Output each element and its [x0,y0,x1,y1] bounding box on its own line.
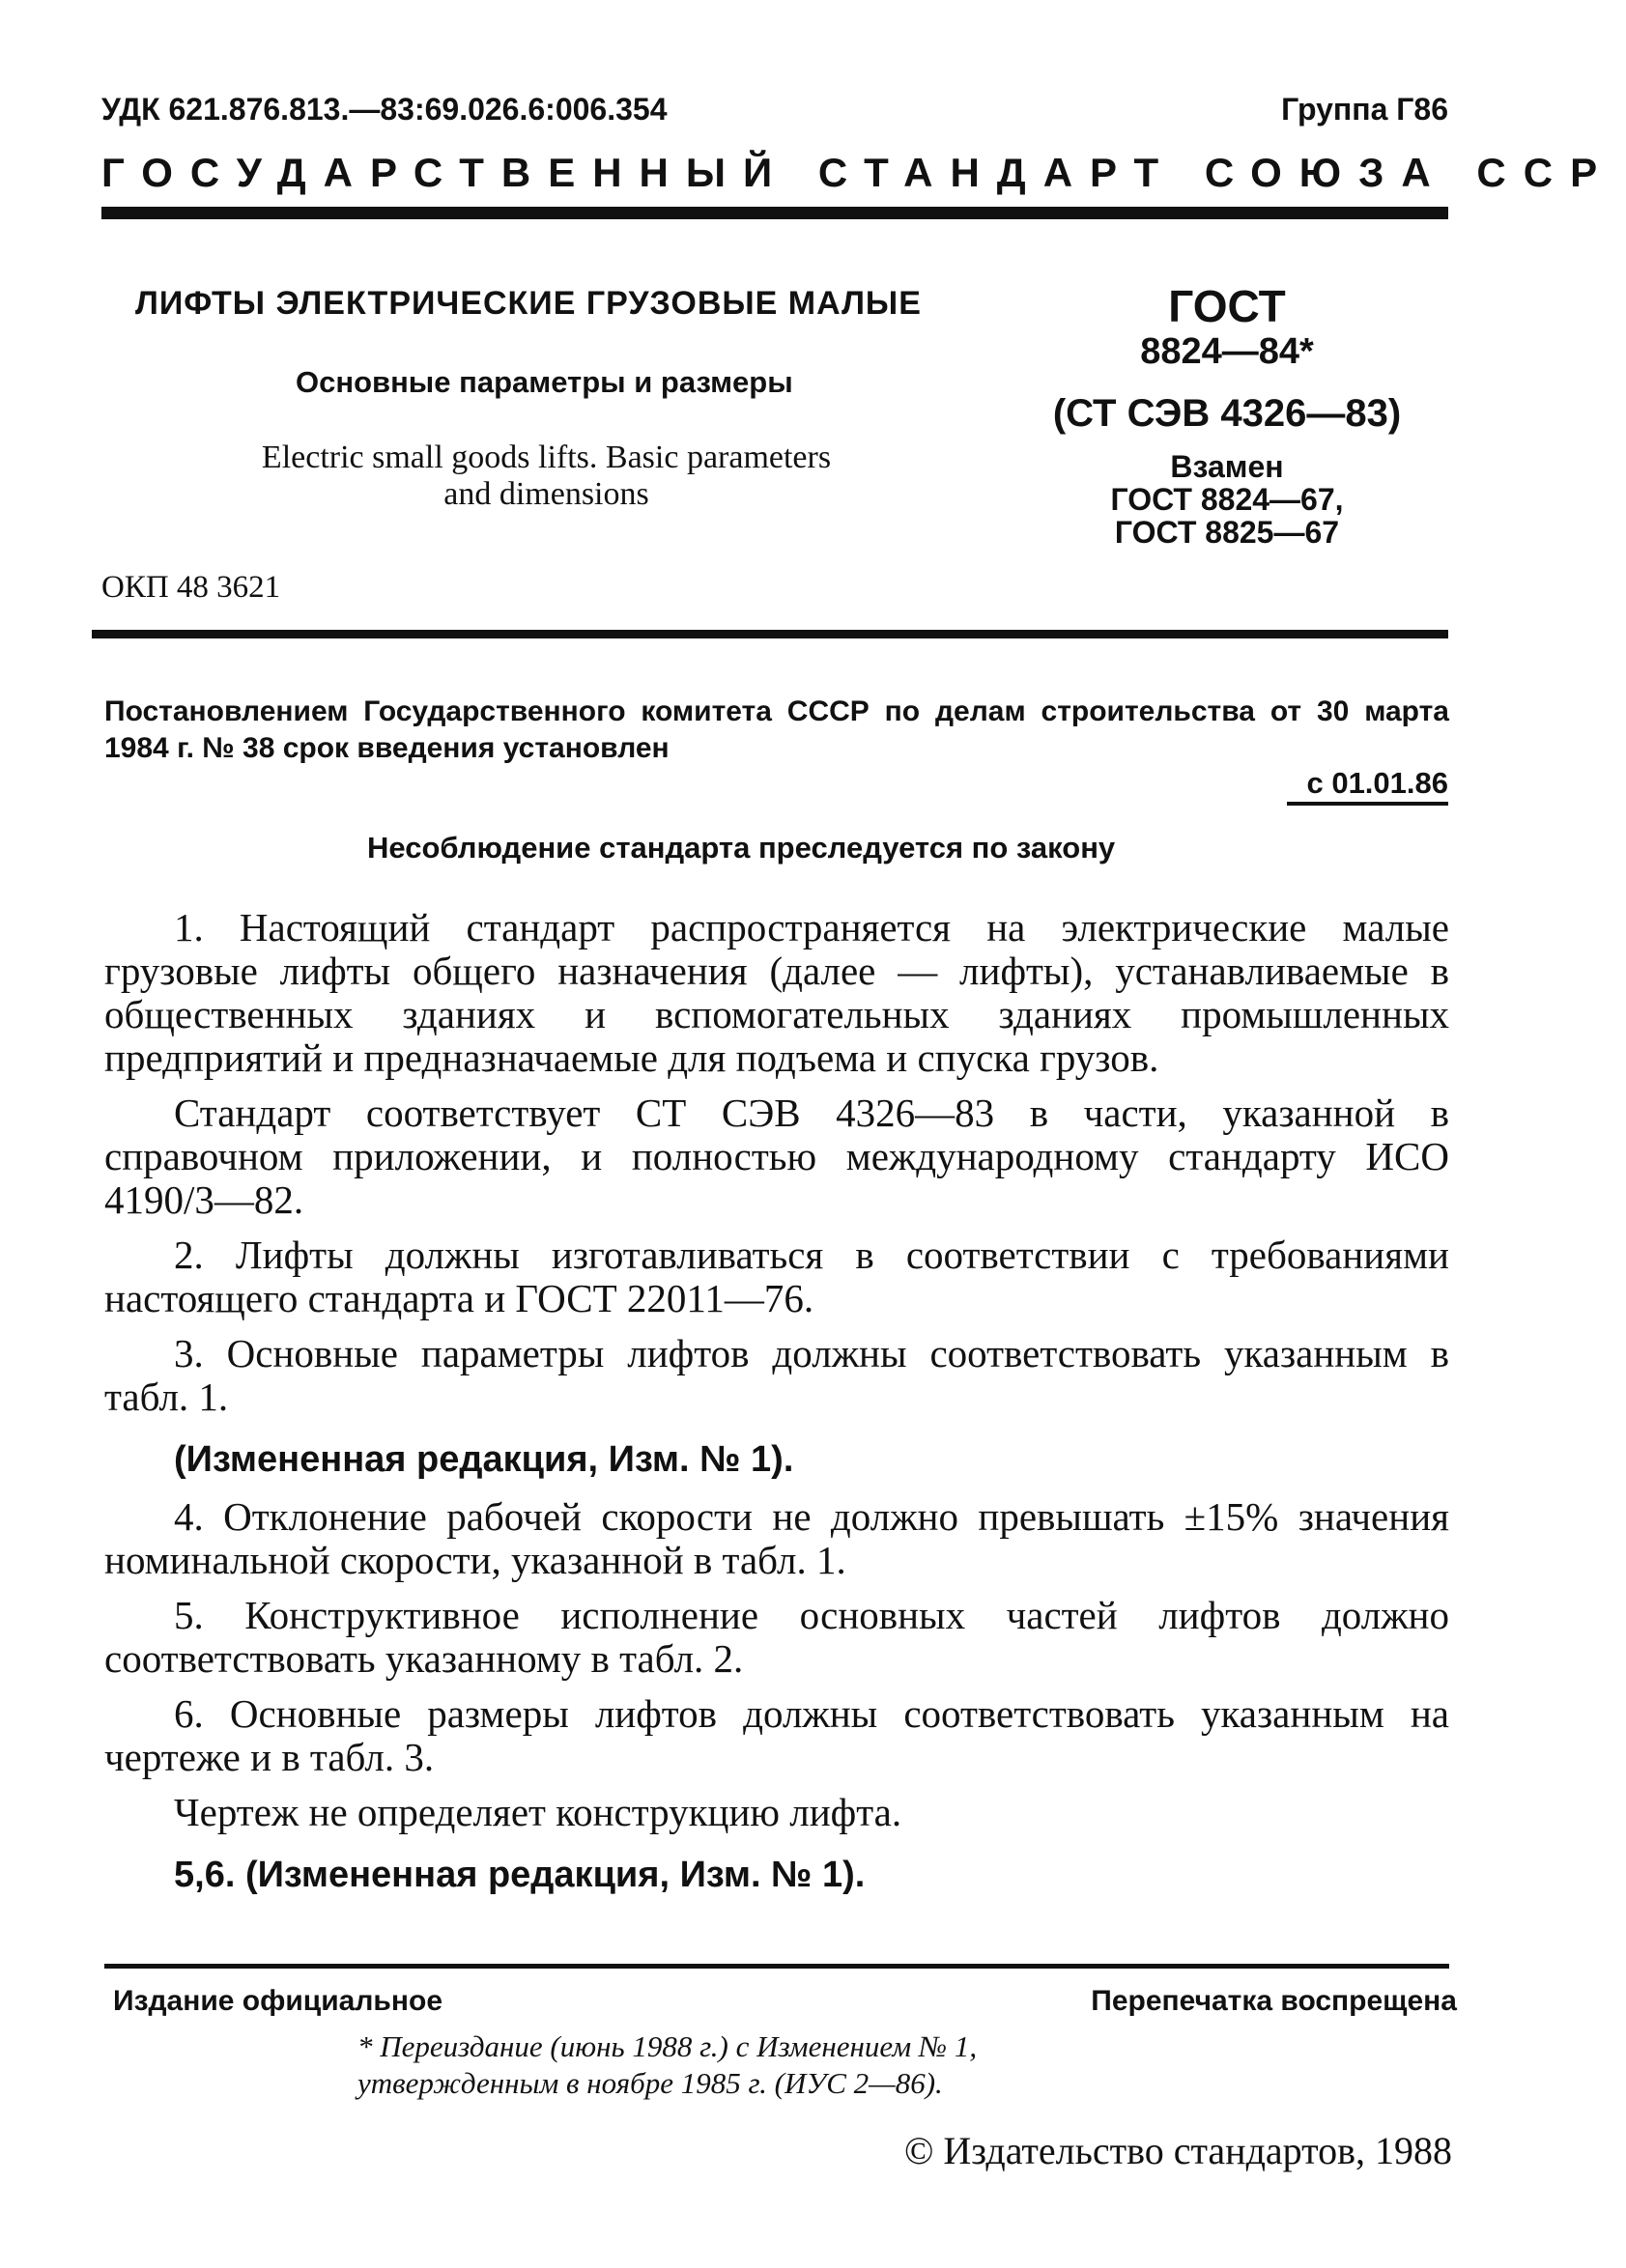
title-divider [92,630,1448,638]
paragraph-1-note: Стандарт соответствует СТ СЭВ 4326—83 в части, указанной в справочном приложении, и полностью международному стандарту ИСО 4190/3—82. [104,1091,1449,1222]
replaces-standard-2: ГОСТ 8825—67 [1114,515,1340,550]
footer-divider [104,1964,1449,1969]
decree-text: Постановлением Государственного комитета СССР по делам строительства от 30 марта 1984 г. № 38 срок введения установлен [104,695,1449,764]
st-sev-number: (СТ СЭВ 4326—83) [1052,392,1402,435]
reissue-footnote-line-1: * Переиздание (июнь 1988 г.) с Изменением № 1, [357,2029,978,2063]
gost-label: ГОСТ [1168,281,1286,331]
official-edition-label: Издание официальное [113,1985,443,2017]
document-title-ru: ЛИФТЫ ЭЛЕКТРИЧЕСКИЕ ГРУЗОВЫЕ МАЛЫЕ [135,285,922,322]
replaces-label: Взамен [1170,449,1284,484]
reprint-prohibited-label: Перепечатка воспрещена [1091,1985,1457,2017]
paragraph-5: 5. Конструктивное исполнение основных частей лифтов должно соответствовать указанному в табл. 2. [104,1593,1449,1681]
udk-code: УДК 621.876.813.—83:69.026.6:006.354 [101,92,668,127]
paragraph-2: 2. Лифты должны изготавливаться в соответствии с требованиями настоящего стандарта и ГОСТ 22011—76. [104,1233,1449,1320]
paragraph-1: 1. Настоящий стандарт распространяется на электрические малые грузовые лифты общего назначения (далее — лифты), устанавливаемые в общественных зданиях и вспомогательных зданиях промышленных предприятий и предназначаемые для подъема и спуска грузов. [104,905,1449,1080]
amendment-note-2: 5,6. (Измененная редакция, Изм. № 1). [174,1855,866,1895]
paragraph-6: 6. Основные размеры лифтов должны соответствовать указанным на чертеже и в табл. 3. [104,1691,1449,1779]
copyright-icon: © [903,2129,934,2172]
document-subtitle-ru: Основные параметры и размеры [296,365,793,399]
reissue-footnote-line-2: утвержденным в ноябре 1985 г. (ИУС 2—86). [357,2066,943,2100]
okp-code: ОКП 48 3621 [101,570,281,605]
gost-block [1024,282,1430,549]
replaces-standard-1: ГОСТ 8824—67, [1110,482,1344,517]
legal-warning: Несоблюдение стандарта преследуется по закону [367,831,1116,865]
effective-date-underline [1287,802,1448,806]
paragraph-6-note: Чертеж не определяет конструкцию лифта. [174,1790,902,1834]
paragraph-3: 3. Основные параметры лифтов должны соответствовать указанным в табл. 1. [104,1331,1449,1419]
gost-number: 8824—84* [1140,331,1314,372]
state-standard-heading: ГОСУДАРСТВЕННЫЙ СТАНДАРТ СОЮЗА ССР [101,150,1615,195]
publisher-copyright [904,2128,1452,2173]
amendment-note-1: (Измененная редакция, Изм. № 1). [174,1439,794,1480]
publisher-name: Издательство стандартов, 1988 [943,2129,1452,2172]
group-code: Группа Г86 [1281,92,1448,127]
effective-date: с 01.01.86 [1306,766,1448,800]
document-title-en: Electric small goods lifts. Basic parameters and dimensions [261,439,832,512]
body-text [104,906,1449,1911]
header-divider [101,207,1448,219]
paragraph-4: 4. Отклонение рабочей скорости не должно превышать ±15% значения номинальной скорости, указанной в табл. 1. [104,1494,1449,1582]
reissue-footnote [357,2028,1227,2102]
